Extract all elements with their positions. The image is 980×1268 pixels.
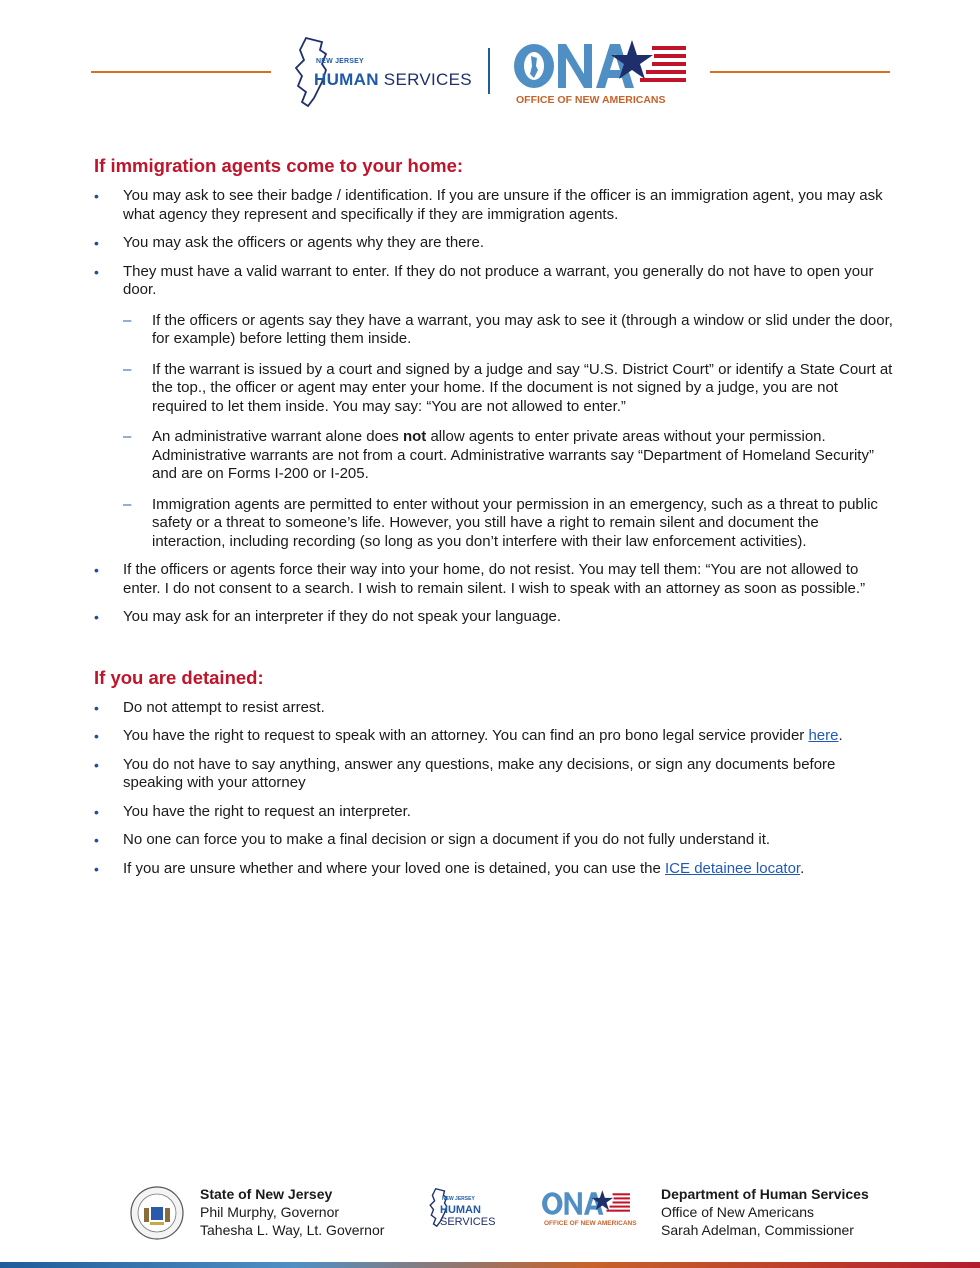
list-item: • You have the right to request to speak with an attorney. You can find an pro bono legal service provider here.: [94, 727, 894, 746]
ona-wordmark-icon: [510, 36, 690, 94]
footer-state-info: [200, 1185, 384, 1239]
list-item: • They must have a valid warrant to enter. If they do not produce a warrant, you generally do not have to open your door.: [94, 263, 894, 300]
logo-divider: [488, 48, 490, 94]
ice-detainee-locator-link[interactable]: ICE detainee locator: [665, 859, 801, 877]
emphasis-not: not: [402, 428, 427, 445]
section-title-detained: If you are detained:: [94, 666, 264, 688]
page-header: [0, 30, 980, 120]
footer-dhs-info: [661, 1185, 869, 1239]
ona-logo: [510, 36, 690, 116]
page-footer: [0, 1180, 980, 1250]
sub-list-item: – An administrative warrant alone does not allow agents to enter private areas without your permission. Administrative warrants are not from a court. Administrative warrants say “Department of Homeland Security” and are on Forms I-200 or I-205.: [94, 428, 894, 484]
footer-ona-logo: OFFICE OF NEW AMERICANS: [540, 1188, 640, 1232]
home-bullet-list: [94, 187, 894, 627]
sub-list-item: – If the officers or agents say they have a warrant, you may ask to see it (through a window or slid under the door, for example) before letting them inside.: [94, 312, 894, 349]
footer-ona-office: Office of New Americans: [661, 1204, 815, 1220]
header-rule-right: [710, 71, 890, 73]
nj-logo-small-text: NEW JERSEY: [316, 58, 364, 65]
list-item: • Do not attempt to resist arrest.: [94, 699, 894, 718]
footer-lt-governor: Tahesha L. Way, Lt. Governor: [200, 1222, 385, 1238]
detained-bullet-list: [94, 699, 894, 879]
list-item: • No one can force you to make a final decision or sign a document if you do not fully understand it.: [94, 831, 894, 850]
footer-governor: Phil Murphy, Governor: [200, 1204, 340, 1220]
footer-commissioner: Sarah Adelman, Commissioner: [661, 1222, 854, 1238]
list-item: • You have the right to request an interpreter.: [94, 803, 894, 822]
nj-state-seal-icon: [130, 1186, 184, 1240]
list-item: • You may ask for an interpreter if they do not speak your language.: [94, 608, 894, 627]
footer-state-title: State of New Jersey: [200, 1186, 333, 1202]
ona-subtitle: OFFICE OF NEW AMERICANS: [516, 94, 666, 106]
main-content: [94, 155, 894, 878]
ona-wordmark-icon: [540, 1188, 632, 1218]
pro-bono-here-link[interactable]: here: [808, 727, 839, 744]
list-item: • If you are unsure whether and where your loved one is detained, you can use the ICE detainee locator.: [94, 860, 894, 879]
header-rule-left: [91, 71, 271, 73]
list-item: • You do not have to say anything, answer any questions, make any decisions, or sign any documents before speaking with your attorney: [94, 756, 894, 793]
list-item: • You may ask to see their badge / identification. If you are unsure if the officer is an immigration agent, you may ask what agency they represent and specifically if they are immigration agents.: [94, 187, 894, 224]
bottom-color-bar: [0, 1262, 980, 1268]
list-item: • You may ask the officers or agents why they are there.: [94, 234, 894, 253]
list-item: • If the officers or agents force their way into your home, do not resist. You may tell them: “You are not allowed to enter. I do not consent to a search. I wish to remain silent. I wish to speak with an attorney as soon as possible.”: [94, 561, 894, 598]
sub-list-item: – Immigration agents are permitted to enter without your permission in an emergency, such as a threat to public safety or a threat to someone’s life. However, you still have a right to remain silent and document the interaction, including recording (so long as you don’t interfere with their law enforcement activities).: [94, 496, 894, 552]
footer-dhs-title: Department of Human Services: [661, 1186, 869, 1202]
section-home-visit: [94, 155, 894, 627]
nj-logo-big-text: HUMAN SERVICES: [314, 70, 472, 89]
footer-nj-human-services-logo: NEW JERSEY HUMAN SERVICES: [428, 1186, 538, 1232]
sub-list-item: – If the warrant is issued by a court and signed by a judge and say “U.S. District Court” or identify a State Court at the top., the officer or agent may enter your home. If the document is not signed by a judge, you are not required to let them inside. You may say: “You are not allowed to enter.”: [94, 361, 894, 417]
section-title-home: If immigration agents come to your home:: [94, 155, 464, 176]
nj-human-services-logo: [292, 36, 472, 110]
section-detained: [94, 667, 894, 879]
